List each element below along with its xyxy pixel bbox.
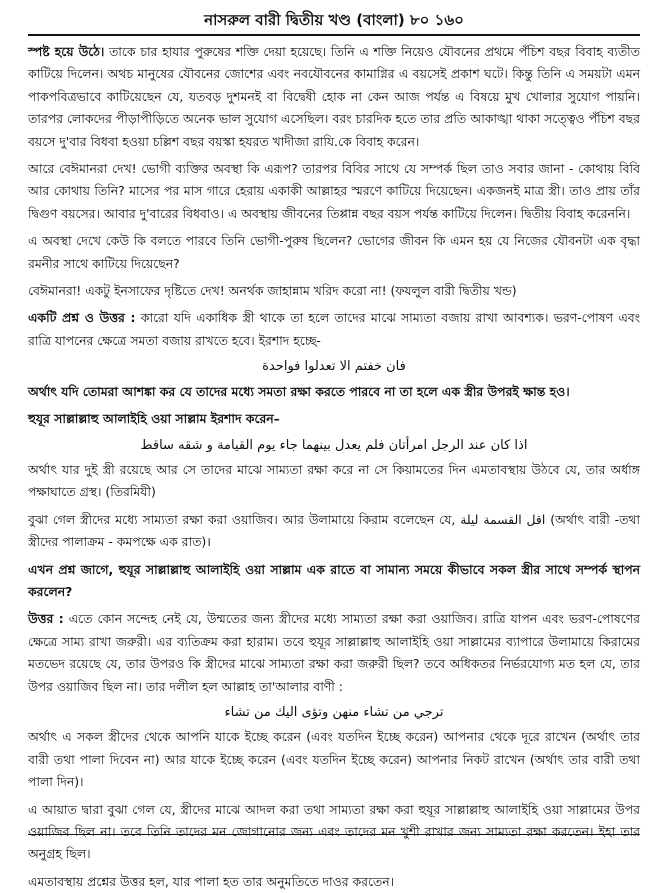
page-body xyxy=(28,41,640,893)
paragraph-10 xyxy=(28,559,640,604)
document-page xyxy=(28,8,641,889)
arabic-verse-2: ترجي من تشاء منهن وتؤى اليك من تشاء xyxy=(224,704,444,720)
paragraph-9-pre: বুঝা গেল স্ত্রীদের মধ্যে সাম্যতা রক্ষা করা ওয়াজিব। আর উলামায়ে কিরাম বলেছেন যে, xyxy=(28,511,456,527)
answer-heading: উত্তর : xyxy=(28,611,64,627)
paragraph-9-arabic: اقل القسمة ليلة xyxy=(460,511,546,527)
paragraph-13: এ আয়াত দ্বারা বুঝা গেল যে, স্ত্রীদের মাঝে আদল করা তথা সাম্যতা রক্ষা করা হুযূর সাল্লাল্লাহু আলাইহি ওয়া সাল্লামের উপর ওয়াজিব ছিল না। তবে তিনি তাদের মন জোগানোর জন্য এবং তাদের মন খুশী রাখার জন্য সাম্যতা রক্ষা করতেন। ইহা তার অনুগ্রহ ছিল। xyxy=(28,801,640,862)
question-answer-heading: একটি প্রশ্ন ও উত্তর : xyxy=(28,310,136,326)
paragraph-14: এমতাবস্থায় প্রশ্নের উত্তর হল, যার পালা হত তার অনুমতিতে দাওর করতেন। xyxy=(28,873,395,889)
paragraph-12: অর্থাৎ এ সকল স্ত্রীদের থেকে আপনি যাকে ইচ্ছে করেন (এবং যতদিন ইচ্ছে করেন) আপনার থেকে দূরে রাখেন (অর্থাৎ তার বারী তথা পালা দিবেন না) আর যাকে ইচ্ছে করেন (এবং যতদিন ইচ্ছে করেন) আপনার নিকট রাখেন (অর্থাৎ তার বারী তথা পালা দিন)। xyxy=(28,729,640,790)
paragraph-1-lead: স্পষ্ট হয়ে উঠে। xyxy=(28,44,105,59)
paragraph-11 xyxy=(28,608,640,698)
paragraph-6 xyxy=(28,381,640,403)
paragraph-7-text: হুযূর সাল্লাল্লাহু আলাইহি ওয়া সাল্লাম ইরশাদ করেন– xyxy=(28,411,280,427)
paragraph-11-text: এতে কোন সন্দেহ নেই যে, উম্মতের জন্য স্ত্রীদের মধ্যে সাম্যতা রক্ষা করা ওয়াজিব। রাত্রি যাপন এবং ভরণ-পোষণের ক্ষেত্রে সাম্য রাখা জরুরী। এর ব্যতিক্রম করা হারাম। তবে হুযূর সাল্লাল্লাহু আলাইহি ওয়া সাল্লামের ব্যাপারে উলামায়ে কিরামের মতভেদ রয়েছে যে, তার উপরও কি স্ত্রীদের মাঝে সাম্যতা রক্ষা করা জরুরী ছিল? তবে অধিকতর নির্ভরযোগ্য মত হল যে, তার উপর ওয়াজিব ছিল না। তার দলীল হল আল্লাহ তা'আলার বাণী : xyxy=(28,611,640,694)
paragraph-9-post: (অর্থাৎ বারী -তথা স্ত্রীদের পালাক্রম - কমপক্ষে এক রাত)। xyxy=(28,511,641,550)
paragraph-4: বেঈমানরা! একটু ইনসাফের দৃষ্টিতে দেখ! অনর্থক জাহান্নাম খরিদ করো না! (ফযলুল বারী দ্বিতীয় খন্ড) xyxy=(28,283,517,299)
paragraph-1 xyxy=(28,41,640,153)
page-header: নাসরুল বারী দ্বিতীয় খণ্ড (বাংলা) ৮০ ১৬০ xyxy=(204,11,464,29)
arabic-verse-1: فان خفتم الا تعدلوا فواحدة xyxy=(262,359,406,375)
paragraph-10-text: এখন প্রশ্ন জাগে, হুযূর সাল্লাল্লাহু আলাইহি ওয়া সাল্লাম এক রাতে বা সামান্য সময়ে কীভাবে সকল স্ত্রীর সাথে সম্পর্ক স্থাপন করলেন? xyxy=(28,561,641,599)
paragraph-9 xyxy=(28,509,640,554)
header-rule xyxy=(28,34,640,36)
paragraph-7 xyxy=(28,408,640,430)
paragraph-5-text: কারো যদি একাধিক স্ত্রী থাকে তা হলে তাদের মাঝে সাম্যতা বজায় রাখা আবশ্যক। ভরণ-পোষণ এবং রাত্রি যাপনের ক্ষেত্রে সমতা বজায় রাখতে হবে। ইরশাদ হচ্ছে- xyxy=(28,310,640,348)
footer-rule xyxy=(28,834,640,835)
paragraph-1-text: তাকে চার হাযার পুরুষের শক্তি দেয়া হয়েছে। তিনি এ শক্তি নিয়েও যৌবনের প্রথমে পঁচিশ বছর বিবাহ ব্যতীত কাটিয়ে দিলেন। অথচ মানুষের যৌবনের জোশের এবং নবযৌবনের কামাগ্নির এ বয়সেই প্রকাশ ঘটে। কিন্তু তিনি এ সময়টা এমন পাকপবিত্রভাবে কাটিয়েছেন যে, যতবড় দুশমনই বা বিদ্বেষী হোক না কেন আজ পর্যন্ত এ বিষয়ে মুখ খোলার সুযোগ পায়নি। তারপর লোকদের পীড়াপীড়িতে অনেক ভাল সুযোগ এসেছিল। বরং চারদিক হতে তার প্রতি আকাঙ্খা থাকা সত্ত্বেও পঁচিশ বছর বয়সে দু'বার বিধবা হওয়া চল্লিশ বছর বয়স্কা হযরত খাদীজা রাযি.কে বিবাহ করেন। xyxy=(28,44,640,149)
paragraph-8: অর্থাৎ যার দুই স্ত্রী রয়েছে আর সে তাদের মাঝে সাম্যতা রক্ষা করে না সে কিয়ামতের দিন এমতাবস্থায় উঠবে যে, তার অর্ধাঙ্গ পক্ষাঘাতে গ্রস্থ। (তিরমিযী) xyxy=(28,461,640,500)
paragraph-2: আরে বেঈমানরা দেখ! ভোগী ব্যক্তির অবস্থা কি এরূপ? তারপর বিবির সাথে যে সম্পর্ক ছিল তাও সবার জানা - কোথায় বিবি আর কোথায় তিনি? মাসের পর মাস গারে হেরায় একাকী আল্লাহর স্মরণে কাটিয়ে দিয়েছেন। একজনই মাত্র স্ত্রী। তাও প্রায় তাঁর দ্বিগুণ বয়সের। আবার দু'বারের বিধবাও। এ অবস্থায় জীবনের তিপ্পান্ন বছর বয়স পর্যন্ত কাটিয়ে দিলেন। দ্বিতীয় বিবাহ করেননি। xyxy=(28,161,640,221)
paragraph-6-text: অর্থাৎ যদি তোমরা আশঙ্কা কর যে তাদের মধ্যে সমতা রক্ষা করতে পারবে না তা হলে এক স্ত্রীর উপরই ক্ষান্ত হও। xyxy=(28,383,570,399)
paragraph-5 xyxy=(28,307,640,352)
arabic-hadith: اذا كان عند الرجل امرأتان فلم يعدل بينهما جاء يوم القيامة و شقه ساقط xyxy=(140,437,528,453)
paragraph-3: এ অবস্থা দেখে কেউ কি বলতে পারবে তিনি ভোগী-পুরুষ ছিলেন? ভোগের জীবন কি এমন হয় যে নিজের যৌবনটা এক বৃদ্ধা রমনীর সাথে কাটিয়ে দিয়েছেন? xyxy=(28,233,640,271)
